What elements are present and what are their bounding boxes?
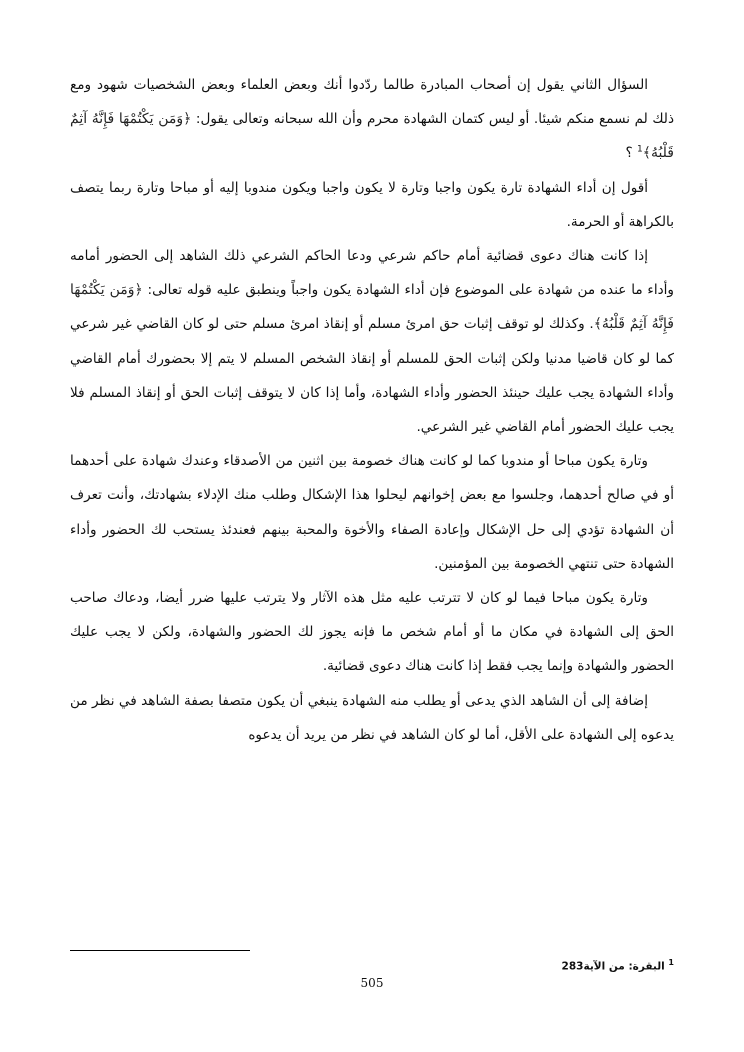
paragraph-answer-intro: أقول إن أداء الشهادة تارة يكون واجبا وتارة لا يكون واجبا ويكون مندوبا إليه أو مباحا وتارة ربما يتصف بالكراهة أو الحرمة.	[70, 179, 674, 230]
quran-verse: ﴿وَمَن يَكْتُمْهَا فَإِنَّهُ آثِمٌ قَلْبُهُ﴾	[70, 111, 674, 162]
obligatory-text-start: إذا كانت هناك دعوى قضائية أمام حاكم شرعي ودعا الحاكم الشرعي ذلك الشاهد إلى الحضور أمامه وأداء ما عنده من شهادة على الموضوع فإن أداء الشهادة يكون واجباً وينطبق عليه قوله تعالى:	[70, 248, 674, 299]
question-text: السؤال الثاني يقول إن أصحاب المبادرة طالما ردّدوا أنك وبعض العلماء وبعض الشخصيات شهود ومع ذلك لم نسمع منكم شيئا. أو ليس كتمان الشهادة محرم وأن الله سبحانه وتعالى يقول:	[70, 77, 674, 128]
quran-verse: ﴿وَمَن يَكْتُمْهَا فَإِنَّهُ آثِمٌ قَلْبُهُ﴾	[70, 282, 674, 333]
paragraph-permissible: وتارة يكون مباحا فيما لو كان لا تترتب عليه مثل هذه الآثار ولا يترتب عليها ضرر أيضا، ودعاك صاحب الحق إلى الشهادة في مكان ما أو أمام شخص ما فإنه يجوز لك الحضور والشهادة، ولكن لا يجب عليك الحضور والشهادة وإنما يجب فقط إذا كانت هناك دعوى قضائية.	[70, 590, 674, 675]
page-number: 505	[360, 976, 384, 990]
body-text	[70, 68, 674, 752]
paragraph-witness-attribute: إضافة إلى أن الشاهد الذي يدعى أو يطلب منه الشهادة ينبغي أن يكون متصفا بصفة الشاهد في نظر من يدعوه إلى الشهادة على الأقل، أما لو كان الشاهد في نظر من يريد أن يدعوه	[70, 692, 674, 743]
paragraph-recommended: وتارة يكون مباحا أو مندوبا كما لو كانت هناك خصومة بين اثنين من الأصدقاء وعندك شهادة على أحدهما أو في صالح أحدهما، وجلسوا مع بعض إخوانهم ليحلوا هذا الإشكال وطلب منك الإدلاء بشهادتك، وأنت تعرف أن الشهادة تؤدي إلى حل الإشكال وإعادة الصفاء والأخوة والمحبة بينهم فعندئذ يستحب لك الحضور وأداء الشهادة حتى تنتهي الخصومة بين المؤمنين.	[70, 453, 674, 572]
footnote-divider	[70, 950, 250, 951]
footnote	[562, 958, 674, 973]
footnote-number: 1	[668, 958, 674, 967]
obligatory-text-end: . وكذلك لو توقف إثبات حق امرئ مسلم أو إنقاذ امرئ مسلم حتى لو كان القاضي غير شرعي كما لو كان قاضيا مدنيا ولكن إثبات الحق للمسلم أو إنقاذ الشخص المسلم لا يتم إلا بحضورك أمام القاضي وأداء الشهادة يجب عليك حينئذ الحضور وأداء الشهادة، وأما إذا كان لا يتوقف إثبات الحق أو إنقاذ المسلم فلا يجب عليك الحضور أمام القاضي غير الشرعي.	[70, 316, 674, 436]
footnote-text: البقرة: من الآية283	[561, 960, 665, 973]
paragraph-question	[70, 68, 674, 171]
footnote-reference[interactable]: 1	[637, 144, 643, 155]
paragraph-obligatory	[70, 239, 674, 444]
question-mark: ؟	[625, 145, 637, 162]
